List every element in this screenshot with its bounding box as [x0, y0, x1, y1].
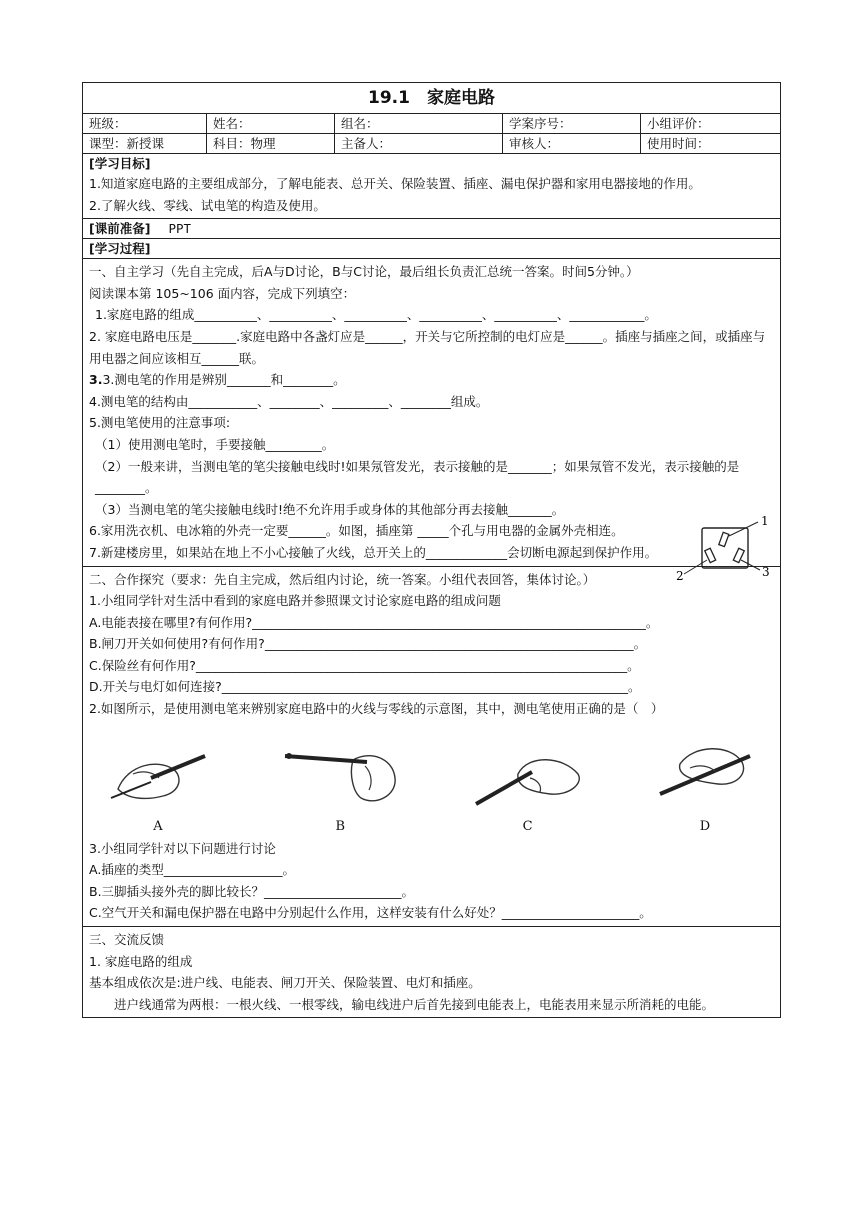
feedback-line: 进户线通常为两根：一根火线、一根零线，输电线进户后首先接到电能表上，电能表用来显示所消耗的电能。	[89, 996, 715, 1012]
group-evaluation-field: 小组评价：	[647, 116, 710, 131]
prep-header: [课前准备]	[89, 221, 151, 237]
cooperate-section	[83, 567, 780, 928]
section-heading: 三、交流反馈	[89, 932, 165, 948]
question-line: 2. 家庭电路电压是_______.家庭电路中各盏灯应是______，开关与它所控制的电灯应是______。插座与插座之间，或插座与用电器之间应该相互______联。	[89, 328, 766, 366]
socket-label-1: 1	[761, 516, 769, 529]
question-line: 1.小组同学针对生活中看到的家庭电路并参照课文讨论家庭电路的组成问题	[89, 593, 501, 609]
test-pen-figures	[89, 720, 774, 838]
question-line: 7.新建楼房里，如果站在地上不小心接触了火线，总开关上的_____________会切断电源起到保护作用。	[89, 544, 658, 560]
prep-value: PPT	[168, 221, 192, 237]
question-line: （2）一般来讲，当测电笔的笔尖接触电线时!如果氖管发光，表示接触的是_______；如果氖管不发光，表示接触的是________。	[95, 458, 740, 496]
prep-section	[83, 219, 780, 239]
class-field: 班级：	[83, 114, 207, 133]
question-line: B.闸刀开关如何使用?有何作用?___________________________________________________________。	[89, 636, 647, 652]
subject-field: 科目：物理	[207, 134, 335, 153]
question-line: A.插座的类型___________________。	[89, 862, 296, 878]
question-line: B.三脚插头接外壳的脚比较长？______________________。	[89, 883, 415, 899]
question-line: D.开关与电灯如何连接?_________________________________________________________________。	[89, 679, 641, 695]
socket-label-3: 3	[762, 565, 770, 580]
case-number-field: 学案序号：	[503, 114, 641, 133]
info-row-1	[83, 114, 780, 134]
question-line: 1.家庭电路的组成__________、__________、__________、__________、__________、____________。	[95, 307, 657, 323]
question-line: （3）当测电笔的笔尖接触电线时!绝不允许用手或身体的其他部分再去接触_______。	[95, 501, 565, 517]
info-row-2	[83, 134, 780, 154]
question-line: 6.家用洗衣机、电冰箱的外壳一定要______。如图，插座第 _____个孔与用电器的金属外壳相连。	[89, 523, 624, 539]
feedback-section	[83, 927, 780, 1017]
question-line: 5.测电笔使用的注意事项:	[89, 415, 231, 431]
feedback-line: 基本组成依次是:进户线、电能表、闸刀开关、保险装置、电灯和插座。	[89, 975, 481, 991]
pen-figure-c	[468, 734, 588, 838]
socket-label-2: 2	[676, 569, 684, 584]
pen-figure-a	[103, 734, 213, 838]
feedback-line: 1. 家庭电路的组成	[89, 953, 193, 969]
use-time-field: 使用时间：	[647, 136, 710, 151]
group-name-field: 组名：	[335, 114, 503, 133]
process-header: [学习过程]	[83, 239, 780, 259]
goal-item: 1.知道家庭电路的主要组成部分，了解电能表、总开关、保险装置、插座、漏电保护器和家用电器接地的作用。	[89, 176, 701, 191]
pen-label: D	[699, 819, 711, 835]
question-line: 3.3.测电笔的作用是辨别_______和________。	[89, 372, 346, 388]
question-line: （1）使用测电笔时，手要接触_________。	[95, 436, 335, 452]
hand-pen-image	[275, 730, 405, 814]
reviewer-field: 审核人：	[503, 134, 641, 153]
question-line: 4.测电笔的结构由___________、________、_________、________组成。	[89, 393, 489, 409]
question-line: 3.小组同学针对以下问题进行讨论	[89, 840, 276, 856]
pen-figure-d	[650, 734, 760, 838]
question-line: 2.如图所示，是使用测电笔来辨别家庭电路中的火线与零线的示意图，其中，测电笔使用正确的是（ ）	[89, 701, 664, 717]
goals-section	[83, 154, 780, 219]
section-heading: 二、合作探究（要求：先自主完成，然后组内讨论，统一答案。小组代表回答，集体讨论。）	[89, 571, 596, 587]
reading-instruction: 阅读课本第 105~106 面内容，完成下列填空：	[89, 285, 356, 301]
question-line: C.保险丝有何作用?_____________________________________________________________________。	[89, 657, 640, 673]
hand-pen-image	[103, 734, 213, 814]
pen-label: B	[335, 819, 346, 835]
name-field: 姓名：	[207, 114, 335, 133]
hand-pen-image	[468, 734, 588, 814]
goals-header: [学习目标]	[89, 156, 151, 171]
pen-figure-b	[275, 730, 405, 838]
preparer-field: 主备人：	[335, 134, 503, 153]
worksheet-table	[82, 82, 781, 1018]
section-heading: 一、自主学习（先自主完成，后A与D讨论，B与C讨论，最后组长负责汇总统一答案。时间5分钟。）	[89, 264, 639, 280]
pen-label: A	[153, 819, 163, 835]
hand-pen-image	[650, 734, 760, 814]
goal-item: 2.了解火线、零线、试电笔的构造及使用。	[89, 197, 326, 213]
page-title: 19.1 家庭电路	[83, 83, 780, 114]
question-line: C.空气开关和漏电保护器在电路中分别起什么作用，这样安装有什么好处？______________________。	[89, 905, 652, 921]
lesson-type-field: 课型：新授课	[83, 134, 207, 153]
pen-label: C	[522, 819, 533, 835]
socket-diagram	[674, 516, 774, 584]
question-line: A.电能表接在哪里?有何作用?_______________________________________________________________。	[89, 614, 659, 630]
